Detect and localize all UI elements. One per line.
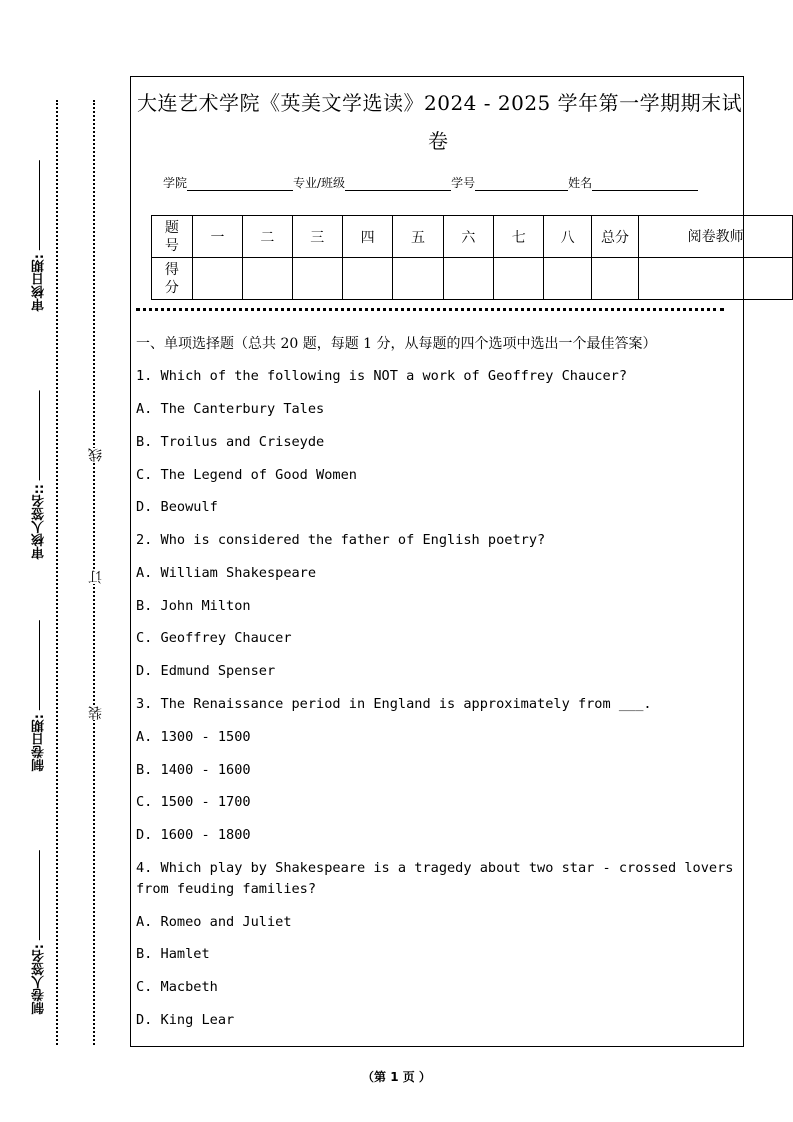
score-input-cell[interactable] [393, 258, 443, 300]
student-info-row [163, 174, 698, 191]
option: A. Romeo and Juliet [136, 914, 292, 930]
option: B. John Milton [136, 598, 251, 614]
option: A. 1300 - 1500 [136, 729, 251, 745]
exam-title-line1: 大连艺术学院《英美文学选读》2024 - 2025 学年第一学期期末试 [137, 91, 743, 115]
score-header-cell: 七 [494, 216, 544, 258]
option: C. Macbeth [136, 979, 218, 995]
option: D. Beowulf [136, 499, 218, 515]
score-input-cell[interactable] [494, 258, 544, 300]
section-separator [136, 308, 724, 311]
option: A. The Canterbury Tales [136, 401, 325, 417]
score-header-cell: 三 [292, 216, 342, 258]
score-input-cell[interactable] [292, 258, 342, 300]
score-header-cell: 一 [192, 216, 242, 258]
section-heading: 一、单项选择题（总共 20 题，每题 1 分，从每题的四个选项中选出一个最佳答案） [136, 336, 657, 352]
score-header-cell: 八 [544, 216, 591, 258]
score-input-cell[interactable] [243, 258, 292, 300]
score-input-cell[interactable] [443, 258, 493, 300]
option: C. The Legend of Good Women [136, 467, 357, 483]
option: D. King Lear [136, 1012, 235, 1028]
score-input-cell[interactable] [192, 258, 242, 300]
exam-title-line2: 卷 [428, 129, 449, 153]
score-header-cell: 阅卷教师 [639, 216, 793, 258]
major-class-label: 专业/班级 [293, 176, 346, 190]
option: B. Troilus and Criseyde [136, 434, 325, 450]
score-input-cell[interactable] [639, 258, 793, 300]
question-stem: 3. The Renaissance period in England is approximately from ___. [136, 696, 652, 712]
reviewer-signature-field: 审核人签名:: [30, 390, 49, 559]
review-date-field: 审核日期: [30, 160, 49, 311]
binding-char-bind: 装 [88, 706, 104, 720]
score-header-cell: 六 [443, 216, 493, 258]
option: B. 1400 - 1600 [136, 762, 251, 778]
option: B. Hamlet [136, 946, 210, 962]
option: D. 1600 - 1800 [136, 827, 251, 843]
compile-date-blank[interactable] [39, 620, 40, 710]
option: C. 1500 - 1700 [136, 794, 251, 810]
compiler-signature-blank[interactable] [39, 850, 40, 940]
score-input-cell[interactable] [591, 258, 638, 300]
question-stem: 1. Which of the following is NOT a work of Geoffrey Chaucer? [136, 368, 628, 384]
option: D. Edmund Spenser [136, 663, 276, 679]
score-header-cell: 四 [342, 216, 392, 258]
binding-char-staple: 订 [88, 570, 104, 584]
score-input-cell[interactable] [544, 258, 591, 300]
score-row-label: 得分 [152, 258, 193, 300]
major-class-input[interactable] [345, 176, 451, 191]
name-label: 姓名 [568, 176, 593, 190]
binding-dotted-line-outer [56, 100, 58, 1045]
compiler-signature-field: 制卷人签名: [30, 850, 49, 1014]
exam-title [0, 84, 793, 153]
page-number: （第 1 页 ） [362, 1070, 431, 1084]
student-id-label: 学号 [451, 176, 476, 190]
question-stem: 4. Which play by Shakespeare is a tragedy about two star - crossed lovers from feuding families? [136, 860, 742, 897]
student-id-input[interactable] [475, 176, 568, 191]
college-input[interactable] [187, 176, 293, 191]
score-header-cell: 总分 [591, 216, 638, 258]
compile-date-field: 制卷日期: [30, 620, 49, 771]
college-label: 学院 [163, 176, 188, 190]
question-stem: 2. Who is considered the father of English poetry? [136, 532, 546, 548]
option: C. Geoffrey Chaucer [136, 630, 292, 646]
review-date-blank[interactable] [39, 160, 40, 250]
option: A. William Shakespeare [136, 565, 317, 581]
score-table [151, 215, 793, 300]
name-input[interactable] [592, 176, 698, 191]
score-header-cell: 题号 [152, 216, 193, 258]
binding-char-line: 线 [88, 448, 104, 462]
reviewer-signature-blank[interactable] [39, 390, 40, 480]
score-input-cell[interactable] [342, 258, 392, 300]
score-header-cell: 五 [393, 216, 443, 258]
score-header-cell: 二 [243, 216, 292, 258]
